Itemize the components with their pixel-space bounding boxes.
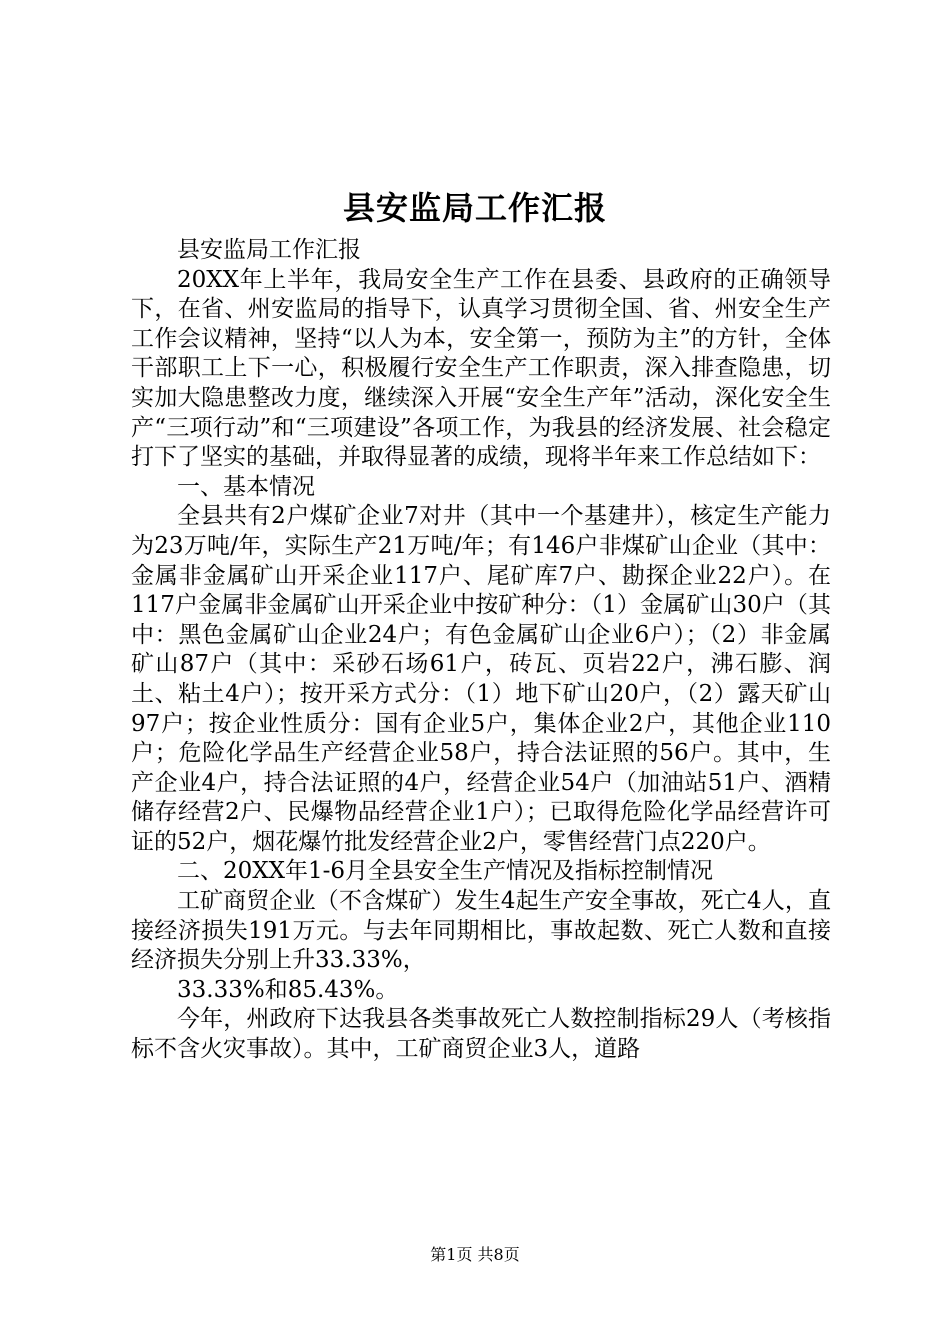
paragraph-heading-repeat: 县安监局工作汇报 — [177, 237, 361, 263]
paragraph-intro: 20XX年上半年，我局安全生产工作在县委、县政府的正确领导下，在省、州安监局的指导下，认真学习贯彻全国、省、州安全生产工作会议精神，坚持“以人为本，安全第一，预防为主”的方针，全体干部职工上下一心，积极履行安全生产工作职责，深入排查隐患，切实加大隐患整改力度，继续深入开展“安全生产年”活动，深化安全生产“三项行动”和“三项建设”各项工作，为我县的经济发展、社会稳定打下了坚实的基础，并取得显著的成绩，现将半年来工作总结如下： — [131, 266, 831, 471]
document-body — [131, 236, 831, 1065]
section-heading-indicators: 二、20XX年1-6月全县安全生产情况及指标控制情况 — [177, 858, 714, 885]
paragraph-basic-situation: 全县共有2户煤矿企业7对井（其中一个基建井），核定生产能力为23万吨/年，实际生产21万吨/年；有146户非煤矿山企业（其中：金属非金属矿山开采企业117户、尾矿库7户、勘探企业22户）。在117户金属非金属矿山开采企业中按矿种分：（1）金属矿山30户（其中：黑色金属矿山企业24户；有色金属矿山企业6户）；（2）非金属矿山87户（其中：采砂石场61户，砖瓦、页岩22户，沸石膨、润土、粘土4户）；按开采方式分：（1）地下矿山20户，（2）露天矿山97户；按企业性质分：国有企业5户，集体企业2户，其他企业110户；危险化学品生产经营企业58户，持合法证照的56户。其中，生产企业4户，持合法证照的4户，经营企业54户（加油站51户、酒精储存经营2户、民爆物品经营企业1户）；已取得危险化学品经营许可证的52户，烟花爆竹批发经营企业2户，零售经营门点220户。 — [131, 503, 831, 855]
paragraph-accidents-continued: 33.33%和85.43%。 — [177, 976, 399, 1003]
document-title: 县安监局工作汇报 — [342, 189, 607, 227]
section-heading-basic: 一、基本情况 — [177, 473, 315, 500]
paragraph-control-targets: 今年，州政府下达我县各类事故死亡人数控制指标29人（考核指标不含火灾事故）。其中，工矿商贸企业3人，道路 — [131, 1006, 831, 1063]
paragraph-accidents: 工矿商贸企业（不含煤矿）发生4起生产安全事故，死亡4人，直接经济损失191万元。与去年同期相比，事故起数、死亡人数和直接经济损失分别上升33.33%， — [131, 888, 831, 974]
page-footer: 第1页 共8页 — [430, 1245, 520, 1264]
